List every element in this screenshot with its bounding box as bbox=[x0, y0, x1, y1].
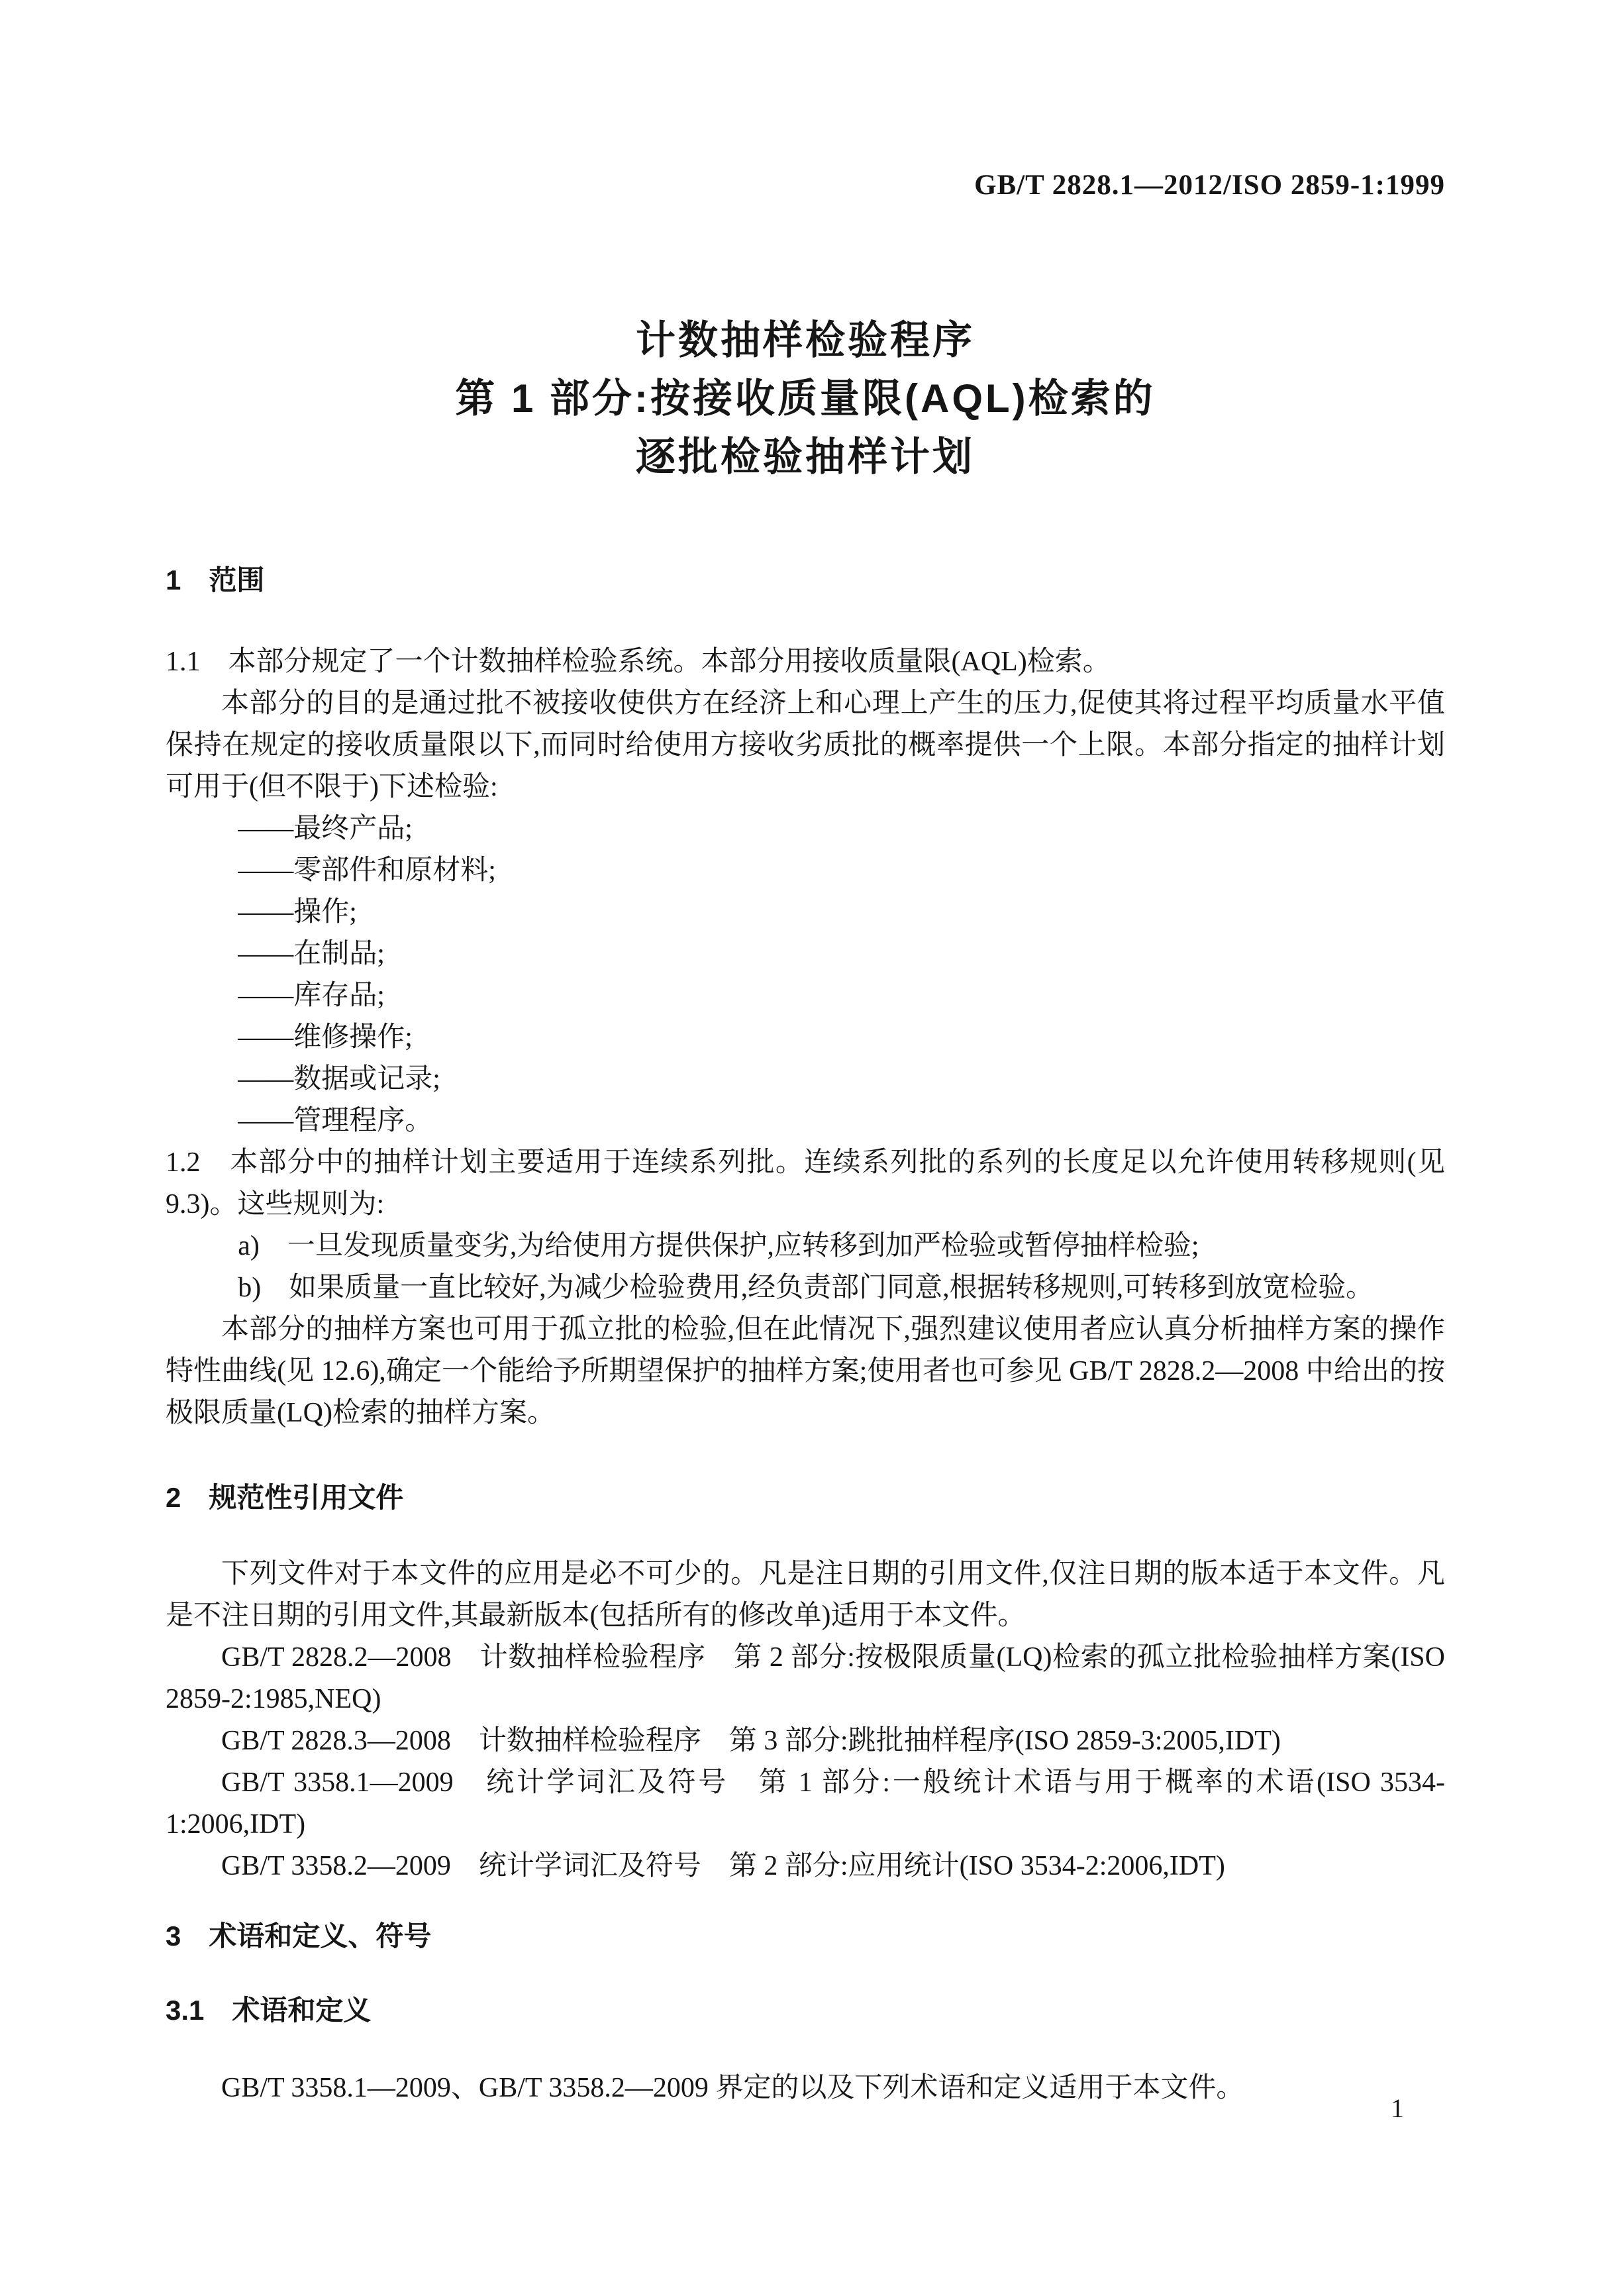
list-item: ——库存品; bbox=[238, 980, 385, 1011]
list-item: ——最终产品; bbox=[238, 813, 413, 844]
page-number: 1 bbox=[1391, 2093, 1404, 2123]
standard-number: GB/T 2828.1—2012/ISO 2859-1:1999 bbox=[974, 170, 1445, 201]
list-item: ——操作; bbox=[238, 897, 357, 927]
reference-item: GB/T 2828.2—2008 计数抽样检验程序 第 2 部分:按极限质量(LQ)检索的孤立批检验抽样方案(ISO 2859-2:1985,NEQ) bbox=[166, 1642, 1445, 1714]
transfer-rule-b: b) 如果质量一直比较好,为减少检验费用,经负责部门同意,根据转移规则,可转移到放宽检验。 bbox=[238, 1273, 1374, 1303]
transfer-rule-a: a) 一旦发现质量变劣,为给使用方提供保护,应转移到加严检验或暂停抽样检验; bbox=[238, 1231, 1199, 1261]
section-3-heading: 3 术语和定义、符号 bbox=[166, 1920, 432, 1952]
list-item: ——零部件和原材料; bbox=[238, 855, 496, 886]
section-2-heading: 2 规范性引用文件 bbox=[166, 1482, 404, 1513]
paragraph-scope-purpose: 本部分的目的是通过批不被接收使供方在经济上和心理上产生的压力,促使其将过程平均质量水平值保持在规定的接收质量限以下,而同时给使用方接收劣质批的概率提供一个上限。本部分指定的抽样计划可用于(但不限于)下述检验: bbox=[166, 688, 1445, 802]
page-content bbox=[166, 0, 1445, 2109]
title-line-3: 逐批检验抽样计划 bbox=[636, 435, 975, 479]
reference-item: GB/T 3358.2—2009 统计学词汇及符号 第 2 部分:应用统计(ISO 3534-2:2006,IDT) bbox=[221, 1851, 1225, 1881]
reference-item: GB/T 3358.1—2009 统计学词汇及符号 第 1 部分:一般统计术语与用于概率的术语(ISO 3534-1:2006,IDT) bbox=[166, 1767, 1445, 1840]
title-line-2: 第 1 部分:按接收质量限(AQL)检索的 bbox=[455, 376, 1156, 421]
list-item: ——管理程序。 bbox=[238, 1106, 433, 1136]
subsection-3-1-heading: 3.1 术语和定义 bbox=[166, 1995, 372, 2026]
paragraph-isolated-lots: 本部分的抽样方案也可用于孤立批的检验,但在此情况下,强烈建议使用者应认真分析抽样方案的操作特性曲线(见 12.6),确定一个能给予所期望保护的抽样方案;使用者也可参见 GB/T 2828.2—2008 中给出的按极限质量(LQ)检索的抽样方案。 bbox=[166, 1314, 1445, 1428]
list-item: ——在制品; bbox=[238, 939, 385, 969]
list-item: ——维修操作; bbox=[238, 1022, 413, 1053]
paragraph-references-intro: 下列文件对于本文件的应用是必不可少的。凡是注日期的引用文件,仅注日期的版本适于本文件。凡是不注日期的引用文件,其最新版本(包括所有的修改单)适用于本文件。 bbox=[166, 1559, 1445, 1631]
section-1-heading: 1 范围 bbox=[166, 564, 265, 596]
paragraph-1-2: 1.2 本部分中的抽样计划主要适用于连续系列批。连续系列批的系列的长度足以允许使用转移规则(见 9.3)。这些规则为: bbox=[166, 1147, 1445, 1220]
inspection-list bbox=[166, 808, 1445, 1142]
reference-list bbox=[166, 1637, 1445, 1887]
paragraph-1-1: 1.1 本部分规定了一个计数抽样检验系统。本部分用接收质量限(AQL)检索。 bbox=[166, 647, 1111, 677]
paragraph-terms-intro: GB/T 3358.1—2009、GB/T 3358.2—2009 界定的以及下列术语和定义适用于本文件。 bbox=[221, 2073, 1244, 2103]
title-line-1: 计数抽样检验程序 bbox=[636, 318, 975, 362]
document-title bbox=[166, 311, 1445, 486]
reference-item: GB/T 2828.3—2008 计数抽样检验程序 第 3 部分:跳批抽样程序(ISO 2859-3:2005,IDT) bbox=[221, 1726, 1281, 1756]
list-item: ——数据或记录; bbox=[238, 1064, 440, 1094]
